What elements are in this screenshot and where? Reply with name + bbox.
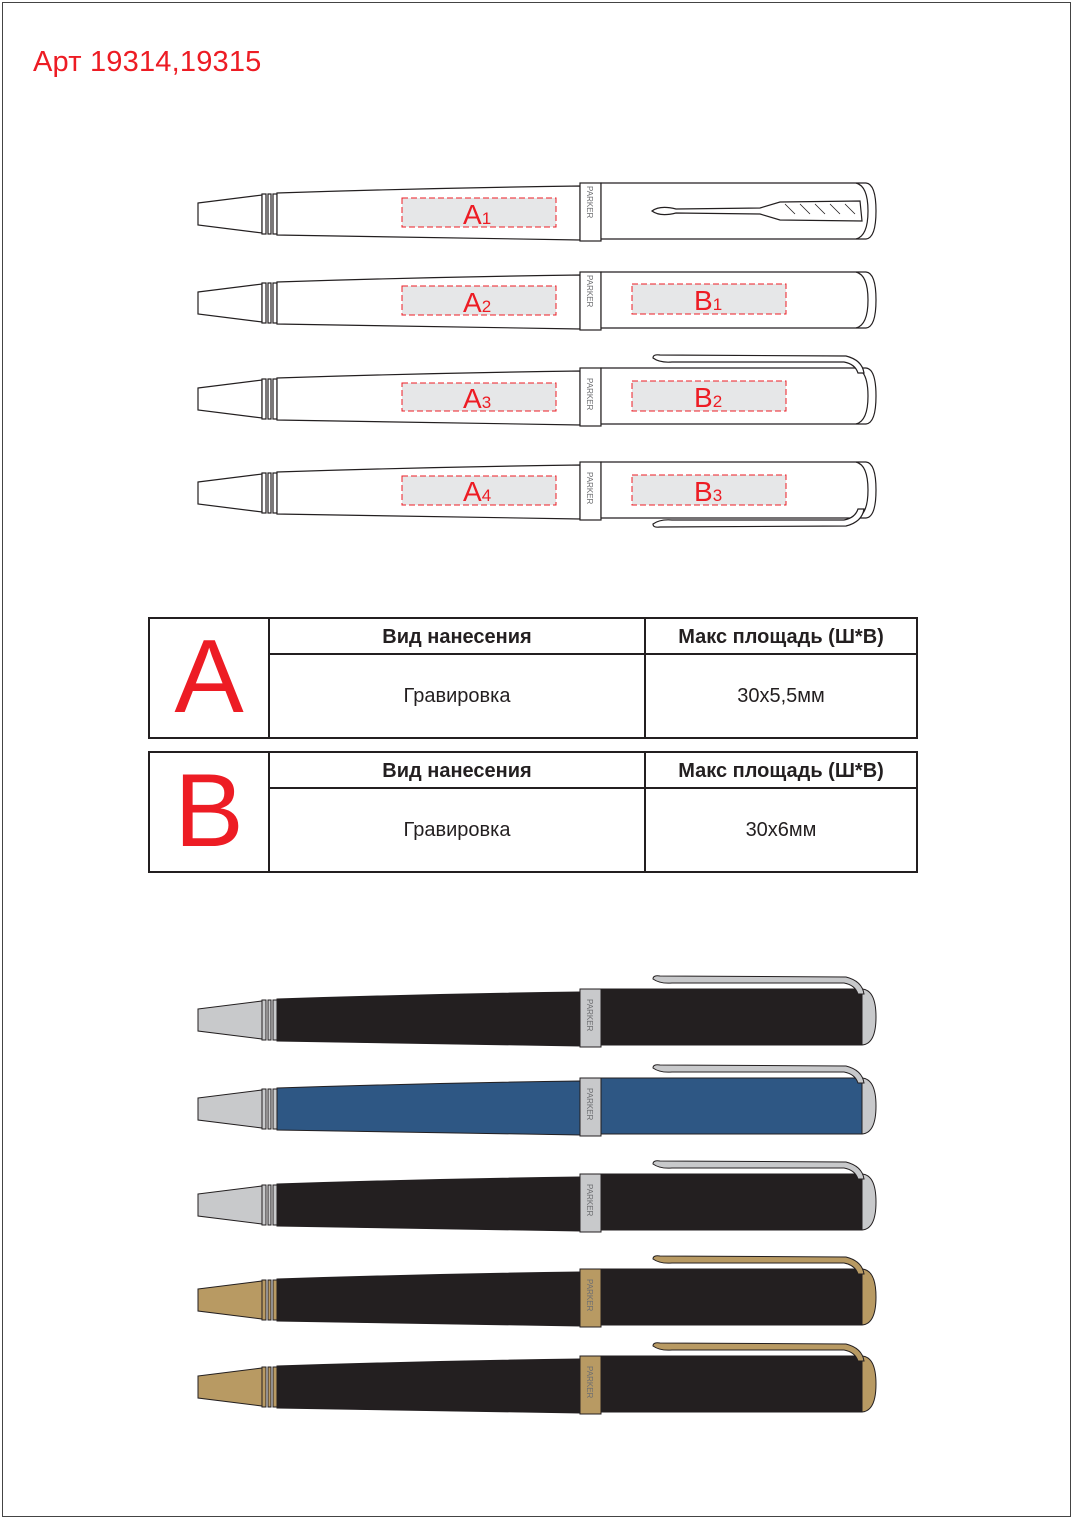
variant-pen	[198, 1161, 876, 1232]
color-variant-pens	[198, 976, 876, 1414]
table-a-area-header: Макс площадь (Ш*В)	[644, 619, 916, 655]
table-b	[148, 751, 918, 873]
variant-pen	[198, 1256, 876, 1327]
brand-label: PARKER	[585, 1279, 594, 1312]
table-b-letter: B	[174, 753, 244, 869]
zone-label-a2: A2	[463, 287, 492, 318]
brand-label: PARKER	[585, 1366, 594, 1399]
zone-label-b3: B3	[694, 476, 723, 507]
table-a-method-value: Гравировка	[403, 685, 511, 707]
article-title: Арт 19314,19315	[33, 46, 262, 78]
brand-label: PARKER	[585, 1184, 594, 1217]
table-a-letter-cell	[150, 619, 270, 737]
brand-label: PARKER	[585, 999, 594, 1032]
brand-label: PARKER	[585, 275, 594, 308]
table-a-letter: A	[174, 619, 244, 735]
variant-pen	[198, 1065, 876, 1136]
table-b-method-value: Гравировка	[403, 819, 511, 841]
zone-label-a3: A3	[463, 383, 492, 414]
table-b-area-value: 30х6мм	[644, 789, 916, 871]
variant-pen	[198, 976, 876, 1047]
zone-label-b1: B1	[694, 285, 723, 316]
table-a-area-value: 30х5,5мм	[644, 655, 916, 737]
table-b-method-header: Вид нанесения	[270, 753, 644, 789]
variant-pen	[198, 1343, 876, 1414]
zone-label-a1: A1	[463, 199, 492, 230]
zone-label-b2: B2	[694, 382, 723, 413]
brand-label: PARKER	[585, 378, 594, 411]
table-a	[148, 617, 918, 739]
brand-label: PARKER	[585, 472, 594, 505]
brand-label: PARKER	[585, 1088, 594, 1121]
table-a-method-header: Вид нанесения	[270, 619, 644, 655]
zone-label-a4: A4	[463, 476, 492, 507]
table-b-area-header: Макс площадь (Ш*В)	[644, 753, 916, 789]
brand-label: PARKER	[585, 186, 594, 219]
table-b-letter-cell	[150, 753, 270, 871]
